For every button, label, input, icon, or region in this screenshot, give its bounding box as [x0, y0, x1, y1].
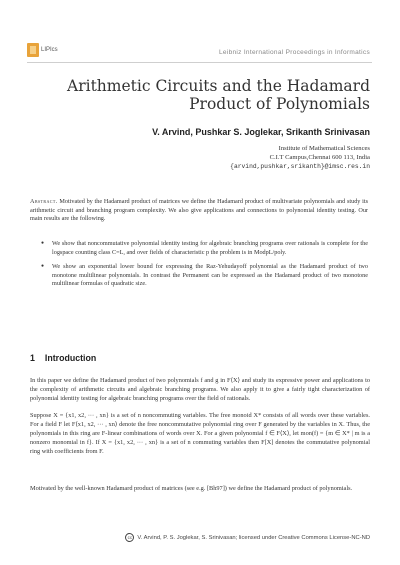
title-line-2: Product of Polynomials	[189, 95, 370, 113]
paragraph: Suppose X = {x1, x2, ··· , xn} is a set of n noncommuting variables. The free monoid X* consists of all words over these variables. For a field F let F⟨x1, x2, ··· , xn⟩ denote the free noncommutative polynomial ring over F generated by the variables in X. Thus, the polynomials in this ring are F-linear combinations of words over X. For a given polynomial f ∈ F⟨X⟩, let mon(f) = {m ∈ X* | m is a nonzero monomial in f}. If X = {x1, x2, ··· , xn} is a set of n commuting variables then F[X] denotes the commutative polynomial ring with coefficients from F.	[30, 412, 370, 455]
cc-icon: cc	[125, 533, 134, 542]
affiliation-institute: Institute of Mathematical Sciences	[278, 145, 370, 152]
affiliation	[230, 144, 370, 171]
affiliation-address: C.I.T Campus,Chennai 600 113, India	[269, 154, 370, 161]
list-item: ● We show that noncommutative polynomial identity testing for algebraic branching programs over rationals is complete for the logspace counting class C=L, and over fields of characteristic p the problem is in ModpL/poly.	[52, 240, 368, 257]
paragraph: Motivated by the well-known Hadamard product of matrices (see e.g. [Bh97]) we define the Hadamard product of polynomials.	[30, 485, 353, 492]
title-line-1: Arithmetic Circuits and the Hadamard	[67, 77, 370, 95]
license-footer	[125, 533, 370, 542]
series-name: Leibniz International Proceedings in Informatics	[219, 49, 370, 56]
section-heading	[30, 353, 96, 363]
abstract-label: Abstract.	[30, 198, 58, 205]
section-title: Introduction	[44, 353, 97, 363]
lipics-logo-icon	[27, 43, 39, 57]
logo-text: LIPIcs	[41, 47, 58, 53]
abstract	[30, 198, 368, 224]
list-item: ● We show an exponential lower bound for expressing the Raz-Yehudayoff polynomial as the Hadamard product of two monotone multilinear polynomials. In contrast the Permanent can be expressed as the Hadamard product of two monotone multilinear formulas of quadratic size.	[52, 263, 368, 289]
section-number: 1	[30, 353, 35, 363]
abstract-text: Motivated by the Hadamard product of matrices we define the Hadamard product of multivariate polynomials and study its arithmetic circuit and branching program complexity. We also give applications and connections to polynomial identity testing. Our main results are the following.	[30, 198, 368, 222]
paragraph: In this paper we define the Hadamard product of two polynomials f and g in F⟨X⟩ and study its expressive power and applications to the complexity of arithmetic circuits and algebraic branching programs. We also apply it to give a fairly tight characterization of polynomial identity testing for algebraic branching programs over the field of rationals.	[30, 377, 370, 402]
header-divider	[27, 62, 372, 63]
affiliation-emails: {arvind,pushkar,srikanth}@imsc.res.in	[230, 163, 370, 170]
results-list	[52, 240, 368, 295]
paper-title	[10, 77, 370, 113]
license-text: V. Arvind, P. S. Joglekar, S. Srinivasan; licensed under Creative Commons License-NC-ND	[137, 535, 370, 542]
authors: V. Arvind, Pushkar S. Joglekar, Srikanth Srinivasan	[152, 127, 370, 137]
